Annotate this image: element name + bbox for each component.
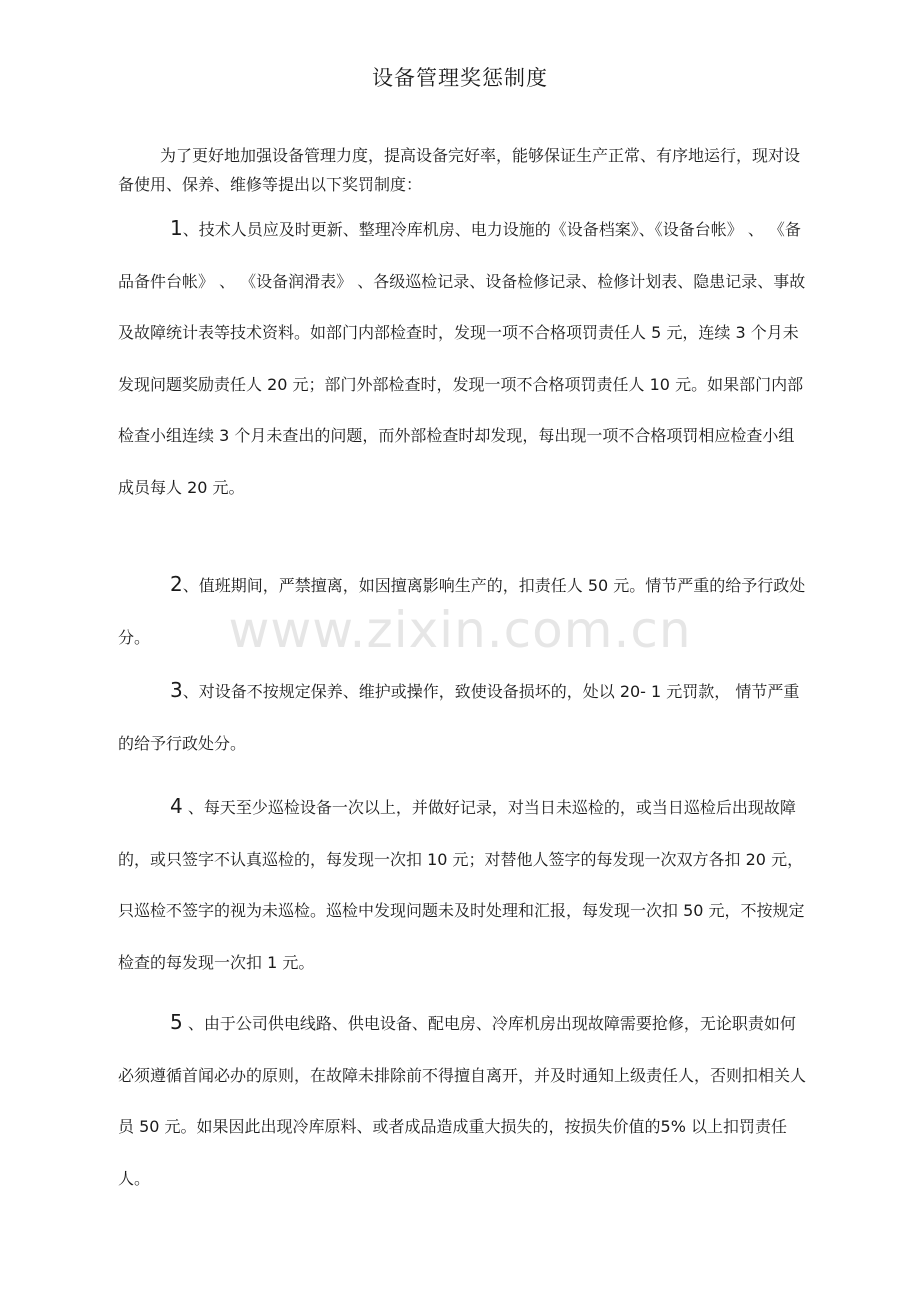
clause-text: 、由于公司供电线路、供电设备、配电房、冷库机房出现故障需要抢修，无论职责如何必须遵循首闻必办的原则，在故障未排除前不得擅自离开，并及时通知上级责任人，否则扣相关人员 50 元。如果因此出现冷库原料、或者成品造成重大损失的，按损失价值的5% 以上扣罚责任人。 (118, 1014, 807, 1188)
document-title: 设备管理奖惩制度 (372, 66, 548, 90)
clause-number: 1 (170, 216, 183, 240)
watermark: www.zixin.com.cn (228, 601, 692, 659)
clause-number: 2 (170, 572, 183, 596)
clause-number: 4 (170, 794, 183, 818)
clause-2 (118, 559, 810, 663)
clause-text: 、每天至少巡检设备一次以上，并做好记录，对当日未巡检的，或当日巡检后出现故障的，或只签字不认真巡检的，每发现一次扣 10 元；对替他人签字的每发现一次双方各扣 20 元，只巡检不签字的视为未巡检。巡检中发现问题未及时处理和汇报，每发现一次扣 50 元，不按规定检查的每发现一次扣 1 元。 (118, 798, 805, 972)
intro-paragraph: 为了更好地加强设备管理力度，提高设备完好率，能够保证生产正常、有序地运行，现对设备使用、保养、维修等提出以下奖罚制度： (118, 146, 801, 194)
clause-text: 、值班期间，严禁擅离，如因擅离影响生产的，扣责任人 50 元。情节严重的给予行政处分。 (118, 576, 806, 647)
clause-4 (118, 781, 810, 988)
clause-number: 5 (170, 1010, 183, 1034)
clause-3 (118, 665, 810, 769)
clause-1 (118, 203, 810, 513)
clause-text: 、对设备不按规定保养、维护或操作，致使设备损坏的，处以 20- 1 元罚款， 情节严重的给予行政处分。 (118, 682, 800, 753)
clause-5 (118, 997, 810, 1204)
clause-number: 3 (170, 678, 183, 702)
clause-text: 、技术人员应及时更新、整理冷库机房、电力设施的《设备档案》、《设备台帐》 、 《备品备件台帐》 、 《设备润滑表》 、各级巡检记录、设备检修记录、检修计划表、隐患记录、事故及故障统计表等技术资料。如部门内部检查时，发现一项不合格项罚责任人 5 元，连续 3 个月未发现问题奖励责任人 20 元；部门外部检查时，发现一项不合格项罚责任人 10 元。如果部门内部检查小组连续 3 个月未查出的问题，而外部检查时却发现，每出现一项不合格项罚相应检查小组成员每人 20 元。 (118, 220, 806, 497)
